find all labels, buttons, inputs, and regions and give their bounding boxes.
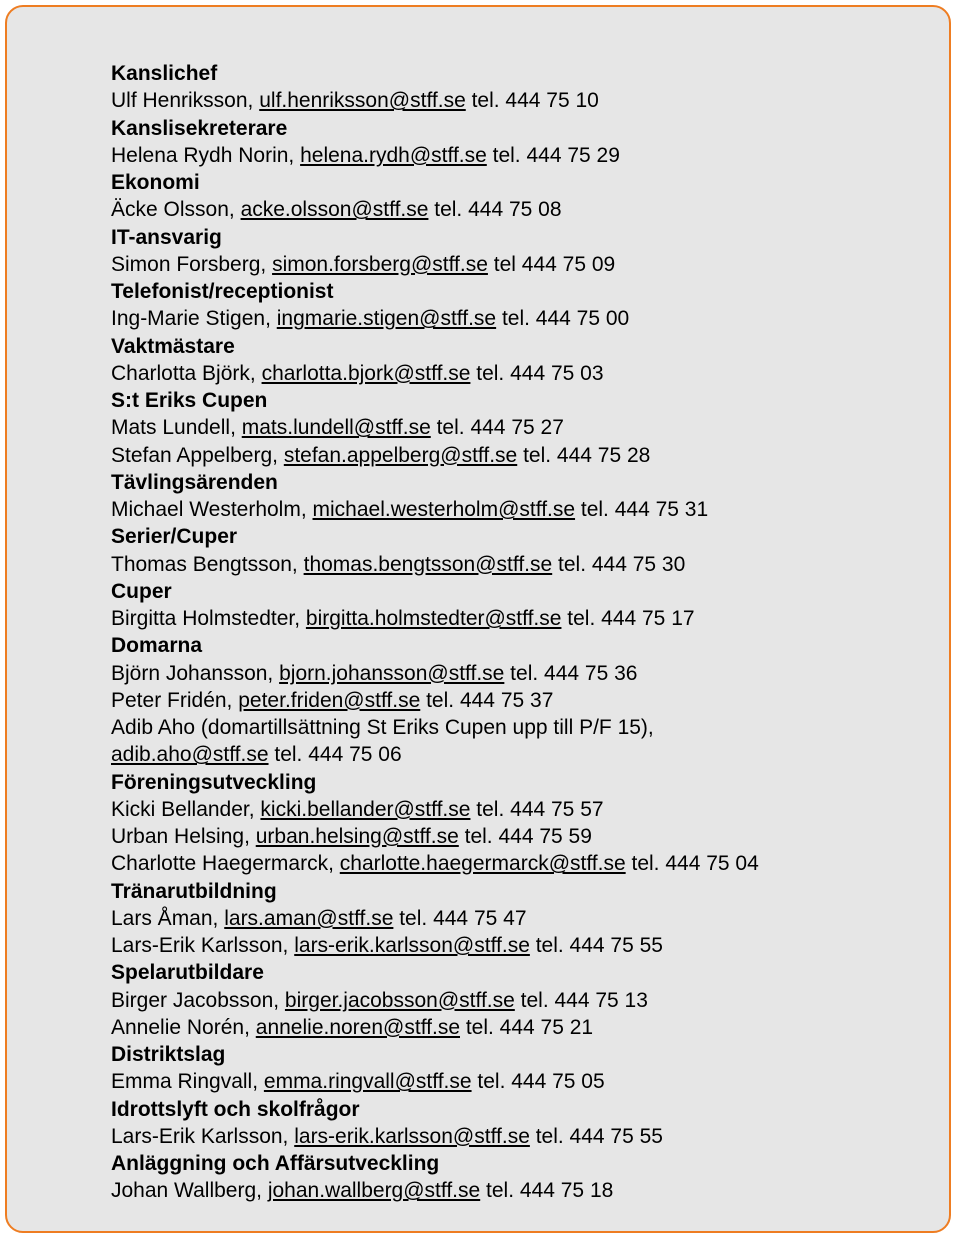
email-link[interactable]: michael.westerholm@stff.se bbox=[312, 498, 576, 521]
contact-name: Johan Wallberg, bbox=[111, 1179, 268, 1203]
phone-number: tel. 444 75 47 bbox=[393, 906, 527, 930]
contact-list bbox=[111, 60, 951, 1205]
contact-name: Urban Helsing, bbox=[111, 825, 256, 848]
contact-name: Birger Jacobsson, bbox=[111, 988, 285, 1012]
phone-number: tel. 444 75 06 bbox=[268, 743, 402, 767]
contact-name: Lars-Erik Karlsson, bbox=[111, 934, 295, 957]
contact-panel bbox=[5, 5, 951, 1233]
contact-entry bbox=[111, 360, 951, 387]
email-link[interactable]: kicki.bellander@stff.se bbox=[260, 797, 471, 821]
email-link[interactable]: helena.rydh@stff.se bbox=[300, 143, 487, 167]
contact-name: Charlotta Björk, bbox=[111, 361, 262, 385]
contact-name: Charlotte Haegermarck, bbox=[111, 852, 340, 876]
email-link[interactable]: stefan.appelberg@stff.se bbox=[283, 443, 518, 467]
email-link[interactable]: annelie.noren@stff.se bbox=[255, 1015, 460, 1039]
email-link[interactable]: birger.jacobsson@stff.se bbox=[284, 988, 515, 1012]
contact-entry bbox=[111, 1068, 951, 1095]
contact-entry bbox=[111, 932, 951, 959]
phone-number: tel. 444 75 31 bbox=[575, 498, 709, 521]
contact-name: Peter Fridén, bbox=[111, 688, 239, 712]
phone-number: tel 444 75 09 bbox=[487, 252, 616, 276]
contact-entry bbox=[111, 305, 951, 332]
email-link[interactable]: charlotta.bjork@stff.se bbox=[261, 361, 471, 385]
phone-number: tel. 444 75 18 bbox=[480, 1179, 614, 1203]
contact-name: Thomas Bengtsson, bbox=[111, 552, 304, 576]
section-heading: Föreningsutveckling bbox=[111, 770, 317, 794]
contact-name: Emma Ringvall, bbox=[111, 1070, 264, 1094]
contact-name: Lars-Erik Karlsson, bbox=[111, 1124, 295, 1148]
section-heading: Tränarutbildning bbox=[111, 879, 277, 903]
section-heading: Spelarutbildare bbox=[111, 961, 264, 985]
section-heading: S:t Eriks Cupen bbox=[111, 389, 268, 412]
contact-name: Ulf Henriksson, bbox=[111, 89, 260, 113]
section-heading: Anläggning och Affärsutveckling bbox=[111, 1152, 440, 1175]
contact-entry bbox=[111, 1177, 951, 1204]
phone-number: tel. 444 75 05 bbox=[471, 1070, 605, 1094]
email-link[interactable]: bjorn.johansson@stff.se bbox=[279, 661, 505, 685]
email-link[interactable]: lars.aman@stff.se bbox=[224, 906, 394, 930]
contact-entry bbox=[111, 741, 951, 768]
contact-entry bbox=[111, 687, 951, 714]
email-link[interactable]: mats.lundell@stff.se bbox=[241, 416, 431, 440]
contact-entry bbox=[111, 1123, 951, 1150]
email-link[interactable]: emma.ringvall@stff.se bbox=[263, 1070, 472, 1094]
contact-name: Mats Lundell, bbox=[111, 416, 242, 440]
contact-name: Adib Aho (domartillsättning St Eriks Cupen upp till P/F 15), bbox=[111, 716, 654, 739]
phone-number: tel. 444 75 29 bbox=[486, 143, 620, 167]
phone-number: tel. 444 75 55 bbox=[529, 1124, 663, 1148]
phone-number: tel. 444 75 00 bbox=[496, 307, 630, 331]
contact-name: Björn Johansson, bbox=[111, 661, 280, 685]
contact-name: Äcke Olsson, bbox=[111, 198, 241, 222]
section-heading: Distriktslag bbox=[111, 1043, 226, 1066]
phone-number: tel. 444 75 03 bbox=[470, 361, 604, 385]
contact-name: Michael Westerholm, bbox=[111, 498, 313, 521]
section-heading: IT-ansvarig bbox=[111, 225, 222, 249]
contact-entry bbox=[111, 496, 951, 523]
phone-number: tel. 444 75 30 bbox=[552, 552, 686, 576]
contact-name: Kicki Bellander, bbox=[111, 797, 261, 821]
contact-name: Annelie Norén, bbox=[111, 1015, 256, 1039]
contact-entry bbox=[111, 414, 951, 441]
email-link[interactable]: acke.olsson@stff.se bbox=[240, 198, 429, 222]
contact-name: Lars Åman, bbox=[111, 906, 225, 930]
email-link[interactable]: charlotte.haegermarck@stff.se bbox=[339, 852, 626, 876]
contact-entry bbox=[111, 987, 951, 1014]
contact-entry bbox=[111, 196, 951, 223]
email-link[interactable]: ulf.henriksson@stff.se bbox=[259, 89, 466, 113]
phone-number: tel. 444 75 27 bbox=[430, 416, 564, 440]
contact-entry bbox=[111, 551, 951, 578]
contact-name: Birgitta Holmstedter, bbox=[111, 607, 306, 630]
contact-entry bbox=[111, 823, 951, 850]
contact-entry bbox=[111, 905, 951, 932]
email-link[interactable]: thomas.bengtsson@stff.se bbox=[303, 552, 553, 576]
section-heading: Domarna bbox=[111, 634, 203, 658]
phone-number: tel. 444 75 28 bbox=[517, 443, 651, 467]
phone-number: tel. 444 75 57 bbox=[470, 797, 604, 821]
section-heading: Idrottslyft och skolfrågor bbox=[111, 1097, 360, 1121]
section-heading: Tävlingsärenden bbox=[111, 470, 278, 494]
contact-name: Helena Rydh Norin, bbox=[111, 143, 301, 167]
phone-number: tel. 444 75 37 bbox=[420, 688, 554, 712]
phone-number: tel. 444 75 21 bbox=[460, 1015, 594, 1039]
phone-number: tel. 444 75 55 bbox=[529, 934, 663, 957]
contact-entry bbox=[111, 87, 951, 114]
contact-name: Stefan Appelberg, bbox=[111, 443, 284, 467]
email-link[interactable]: peter.friden@stff.se bbox=[238, 688, 421, 712]
contact-name: Simon Forsberg, bbox=[111, 252, 273, 276]
section-heading: Cuper bbox=[111, 579, 172, 603]
contact-entry bbox=[111, 796, 951, 823]
email-link[interactable]: adib.aho@stff.se bbox=[111, 743, 269, 767]
phone-number: tel. 444 75 13 bbox=[514, 988, 648, 1012]
section-heading: Kanslisekreterare bbox=[111, 116, 288, 140]
email-link[interactable]: simon.forsberg@stff.se bbox=[272, 252, 488, 276]
contact-entry bbox=[111, 442, 951, 469]
contact-entry bbox=[111, 714, 951, 741]
contact-entry bbox=[111, 1014, 951, 1041]
section-heading: Telefonist/receptionist bbox=[111, 280, 334, 303]
section-heading: Kanslichef bbox=[111, 62, 218, 85]
email-link[interactable]: johan.wallberg@stff.se bbox=[267, 1179, 481, 1203]
phone-number: tel. 444 75 10 bbox=[465, 89, 599, 113]
contact-name: Ing-Marie Stigen, bbox=[111, 307, 277, 331]
phone-number: tel. 444 75 36 bbox=[504, 661, 638, 685]
phone-number: tel. 444 75 17 bbox=[561, 607, 695, 630]
email-link[interactable]: lars-erik.karlsson@stff.se bbox=[294, 934, 530, 957]
section-heading: Ekonomi bbox=[111, 171, 200, 194]
contact-entry bbox=[111, 251, 951, 278]
contact-entry bbox=[111, 605, 951, 632]
phone-number: tel. 444 75 59 bbox=[458, 825, 592, 848]
contact-entry bbox=[111, 850, 951, 877]
section-heading: Vaktmästare bbox=[111, 334, 235, 358]
section-heading: Serier/Cuper bbox=[111, 525, 238, 549]
phone-number: tel. 444 75 04 bbox=[625, 852, 759, 876]
email-link[interactable]: urban.helsing@stff.se bbox=[255, 825, 459, 848]
email-link[interactable]: birgitta.holmstedter@stff.se bbox=[305, 607, 562, 630]
email-link[interactable]: lars-erik.karlsson@stff.se bbox=[294, 1124, 530, 1148]
phone-number: tel. 444 75 08 bbox=[428, 198, 562, 222]
email-link[interactable]: ingmarie.stigen@stff.se bbox=[276, 307, 497, 331]
contact-entry bbox=[111, 142, 951, 169]
contact-entry bbox=[111, 660, 951, 687]
